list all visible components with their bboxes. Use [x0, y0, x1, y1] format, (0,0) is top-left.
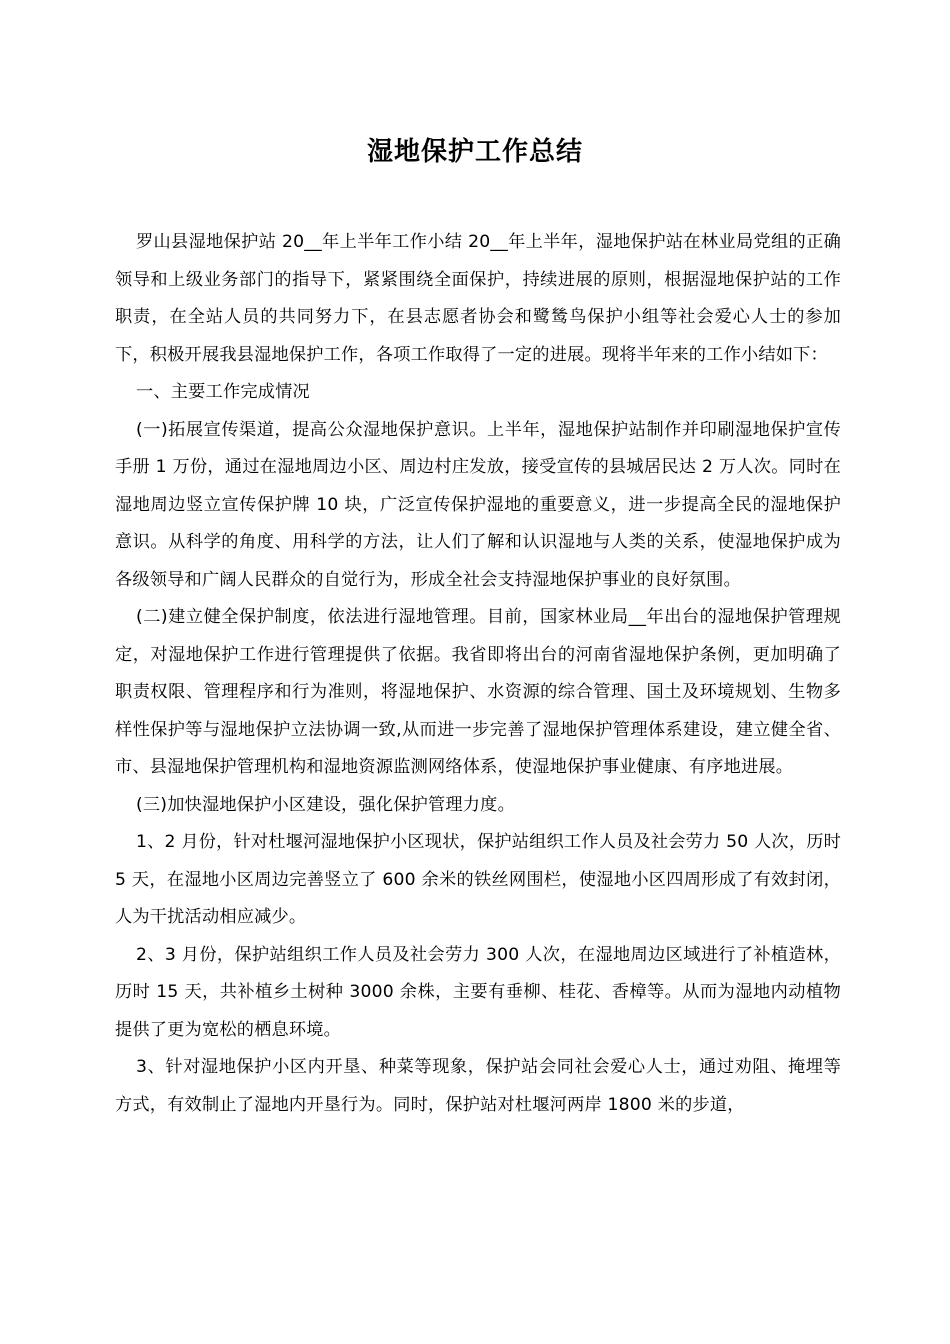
document-body — [115, 224, 841, 1124]
paragraph-protection-area-heading: (三)加快湿地保护小区建设，强化保护管理力度。 — [136, 794, 515, 815]
paragraph-publicity: (一)拓展宣传渠道，提高公众湿地保护意识。上半年，湿地保护站制作并印刷湿地保护宣传手册 1 万份，通过在湿地周边小区、周边村庄发放，接受宣传的县城居民达 2 万人次。同时在湿地周边竖立宣传保护牌 10 块，广泛宣传保护湿地的重要意义，进一步提高全民的湿地保护意识。从科学的角度、用科学的方法，让人们了解和认识湿地与人类的关系，使湿地保护成为各级领导和广阔人民群众的自觉行为，形成全社会支持湿地保护事业的良好氛围。 — [115, 419, 841, 590]
paragraph-protection-system: (二)建立健全保护制度，依法进行湿地管理。目前，国家林业局__年出台的湿地保护管理规定，对湿地保护工作进行管理提供了依据。我省即将出台的河南省湿地保护条例，更加明确了职责权限、管理程序和行为准则，将湿地保护、水资源的综合管理、国土及环境规划、生物多样性保护等与湿地保护立法协调一致,从而进一步完善了湿地保护管理体系建设，建立健全省、市、县湿地保护管理机构和湿地资源监测网络体系，使湿地保护事业健康、有序地进展。 — [115, 607, 841, 777]
paragraph-item-1: 1、2 月份，针对杜堰河湿地保护小区现状，保护站组织工作人员及社会劳力 50 人次，历时 5 天，在湿地小区周边完善竖立了 600 余米的铁丝网围栏，使湿地小区四周形成了有效封闭，人为干扰活动相应减少。 — [115, 832, 841, 927]
document-title: 湿地保护工作总结 — [366, 137, 583, 167]
paragraph-intro: 罗山县湿地保护站 20__年上半年工作小结 20__年上半年，湿地保护站在林业局党组的正确领导和上级业务部门的指导下，紧紧围绕全面保护，持续进展的原则，根据湿地保护站的工作职责，在全站人员的共同努力下，在县志愿者协会和鹭鸶鸟保护小组等社会爱心人士的参加下，积极开展我县湿地保护工作，各项工作取得了一定的进展。现将半年来的工作小结如下： — [115, 232, 841, 365]
section-heading-main-work: 一、主要工作完成情况 — [136, 382, 310, 402]
paragraph-item-2: 2、3 月份，保护站组织工作人员及社会劳力 300 人次，在湿地周边区域进行了补植造林，历时 15 天，共补植乡土树种 3000 余株，主要有垂柳、桂花、香樟等。从而为湿地内动植物提供了更为宽松的栖息环境。 — [115, 944, 841, 1040]
paragraph-item-3: 3、针对湿地保护小区内开垦、种菜等现象，保护站会同社会爱心人士，通过劝阻、掩埋等方式，有效制止了湿地内开垦行为。同时，保护站对杜堰河两岸 1800 米的步道， — [115, 1057, 841, 1115]
